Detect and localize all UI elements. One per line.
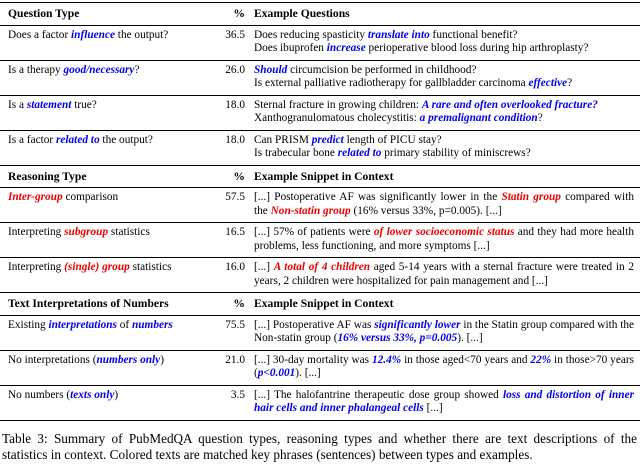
- text-segment: Does reducing spasticity: [254, 28, 368, 41]
- highlighted-keyword-blue: related to: [337, 147, 382, 159]
- highlighted-keyword-blue: a premalignant condition: [419, 112, 538, 124]
- text-segment: perioperative blood loss during hip arthroplasty?: [365, 42, 589, 54]
- text-line: [254, 389, 634, 416]
- table-row: [0, 315, 640, 350]
- column-header-question-type: Question Type: [8, 7, 80, 20]
- row-label: [8, 319, 206, 346]
- table-row: [0, 222, 640, 257]
- text-segment: Does a factor: [8, 28, 72, 41]
- row-example: [254, 389, 634, 416]
- text-segment: [...] 57% of patients were: [254, 226, 374, 238]
- text-line: [254, 226, 634, 253]
- table-row: [0, 95, 640, 130]
- text-line: [8, 389, 206, 403]
- column-header-example-questions: Example Questions: [254, 7, 350, 20]
- text-line: [8, 226, 206, 240]
- text-segment: Is a therapy: [8, 63, 64, 76]
- text-line: [8, 29, 206, 43]
- text-segment: length of PICU stay?: [343, 133, 442, 146]
- row-example: [254, 261, 634, 288]
- highlighted-keyword-blue: numbers only: [96, 353, 161, 366]
- text-line: [8, 319, 206, 333]
- text-segment: in the Statin group compared with the Non-statin group (: [254, 318, 634, 344]
- row-example: [254, 99, 634, 126]
- highlighted-keyword-red: A total of 4 children: [273, 261, 371, 273]
- row-example: [254, 354, 634, 381]
- highlighted-keyword-blue: loss and distortion of inner hair cells and inner phalangeal cells: [254, 388, 634, 414]
- highlighted-keyword-red: Non-statin group: [270, 204, 351, 217]
- highlighted-keyword-blue: p<0.001: [257, 367, 296, 379]
- text-segment: Interpreting: [8, 261, 65, 273]
- section-text-interpretations: [0, 292, 640, 420]
- highlighted-keyword-blue: 22%: [530, 353, 552, 366]
- table-row: [0, 187, 640, 222]
- text-line: [254, 354, 634, 381]
- text-segment: Interpreting: [8, 226, 65, 238]
- text-segment: Is trabecular bone: [254, 147, 338, 159]
- text-segment: ). [...]: [295, 367, 321, 379]
- highlighted-keyword-red: Inter-group: [8, 191, 63, 203]
- highlighted-keyword-blue: influence: [71, 28, 115, 41]
- text-line: [8, 99, 206, 113]
- section-question-type: [0, 3, 640, 165]
- text-segment: the output?: [99, 133, 153, 146]
- row-example: [254, 226, 634, 253]
- column-header-example-snippet: Example Snippet in Context: [254, 169, 394, 183]
- text-segment: [...] 30-day mortality was: [254, 353, 372, 366]
- text-line: [254, 77, 634, 91]
- table-row: [0, 350, 640, 385]
- text-line: [8, 134, 206, 148]
- text-line: [254, 42, 634, 56]
- table-row: [0, 60, 640, 95]
- column-header-example-snippet: Example Snippet in Context: [254, 297, 394, 310]
- text-line: [254, 29, 634, 43]
- text-line: [254, 64, 634, 78]
- table-caption: Table 3: Summary of PubMedQA question types, reasoning types and whether there are text descriptions of the statistics in context. Colored texts are matched key phrases (sentences) between types and examples.: [2, 430, 637, 462]
- table-row: [0, 385, 640, 420]
- text-line: [254, 191, 634, 218]
- text-segment: functional benefit?: [429, 28, 518, 41]
- text-segment: comparison: [62, 191, 119, 203]
- text-segment: circumcision be performed in childhood?: [287, 63, 477, 76]
- column-header-percent: %: [233, 169, 245, 183]
- text-segment: No numbers (: [8, 388, 71, 401]
- text-segment: aged 5-14 years with a sternal fracture were treated in 2 years, 2 children were hospitalized for pain management and [...]: [254, 261, 635, 287]
- row-percent: 16.0: [225, 261, 245, 273]
- row-percent: 16.5: [225, 226, 245, 238]
- text-line: [254, 112, 634, 126]
- highlighted-keyword-blue: Should: [254, 63, 288, 76]
- text-line: [254, 99, 634, 113]
- highlighted-keyword-blue: 12.4%: [372, 353, 402, 366]
- section-header-row: [0, 293, 640, 315]
- text-line: [8, 261, 206, 275]
- highlighted-keyword-red: (single) group: [64, 261, 130, 273]
- column-header-reasoning-type: Reasoning Type: [8, 169, 87, 183]
- text-segment: [...] Postoperative AF was significantly lower in the: [254, 191, 502, 203]
- text-segment: Is a: [8, 98, 27, 111]
- section-header-row: [0, 166, 640, 188]
- text-line: [254, 134, 634, 148]
- highlighted-keyword-blue: significantly lower: [374, 318, 461, 331]
- text-segment: Existing: [8, 318, 49, 331]
- row-percent: 26.0: [225, 63, 245, 76]
- row-label: [8, 226, 206, 253]
- highlighted-keyword-blue: related to: [55, 133, 100, 146]
- row-label: [8, 99, 206, 126]
- text-segment: statistics: [129, 261, 172, 273]
- text-segment: [...]: [423, 402, 443, 414]
- text-segment: Is external palliative radiotherapy for gallbladder carcinoma: [254, 77, 529, 89]
- highlighted-keyword-blue: 16% versus 33%, p=0.005: [337, 332, 458, 344]
- row-label: [8, 389, 206, 416]
- highlighted-keyword-red: Statin group: [501, 191, 561, 203]
- text-segment: (16% versus 33%, p=0.005). [...]: [350, 204, 502, 217]
- text-segment: in those>70 years (: [254, 353, 635, 379]
- pubmedqa-summary-table: [0, 2, 640, 421]
- row-label: [8, 64, 206, 91]
- highlighted-keyword-blue: good/necessary: [63, 63, 135, 76]
- text-line: [254, 319, 634, 346]
- text-line: [254, 261, 634, 288]
- column-header-percent: %: [233, 7, 245, 20]
- text-segment: Xanthogranulomatous cholecystitis:: [254, 112, 420, 124]
- row-label: [8, 29, 206, 56]
- table-row: [0, 130, 640, 165]
- row-example: [254, 29, 634, 56]
- highlighted-keyword-blue: interpretations: [48, 318, 117, 331]
- row-label: [8, 354, 206, 381]
- text-segment: ): [160, 353, 164, 366]
- text-segment: in those aged<70 years and: [401, 353, 531, 366]
- row-label: [8, 261, 206, 288]
- text-line: [8, 354, 206, 368]
- column-header-text-interpretations: Text Interpretations of Numbers: [8, 297, 169, 310]
- row-percent: 3.5: [230, 388, 245, 401]
- highlighted-keyword-blue: effective: [528, 77, 568, 89]
- text-segment: ?: [567, 77, 573, 89]
- text-segment: ?: [134, 63, 140, 76]
- text-segment: of: [116, 318, 132, 331]
- column-header-percent: %: [233, 297, 245, 310]
- highlighted-keyword-blue: texts only: [70, 388, 115, 401]
- text-segment: compared with the: [254, 191, 634, 217]
- highlighted-keyword-blue: predict: [311, 133, 344, 146]
- row-percent: 21.0: [225, 353, 245, 366]
- text-line: [8, 64, 206, 78]
- text-segment: statistics: [108, 226, 150, 238]
- row-percent: 57.5: [225, 191, 245, 203]
- row-percent: 75.5: [225, 318, 245, 331]
- section-header-row: [0, 3, 640, 25]
- row-percent: 18.0: [225, 133, 245, 146]
- row-percent: 36.5: [225, 28, 245, 41]
- text-segment: Does ibuprofen: [254, 42, 327, 54]
- highlighted-keyword-blue: translate into: [367, 28, 430, 41]
- row-label: [8, 134, 206, 161]
- highlighted-keyword-blue: numbers: [131, 318, 173, 331]
- table-row: [0, 25, 640, 60]
- highlighted-keyword-blue: increase: [326, 42, 366, 54]
- text-segment: and they had more health problems, less functioning, and more symptoms [...]: [254, 226, 634, 252]
- highlighted-keyword-blue: A rare and often overlooked fracture?: [421, 98, 598, 111]
- highlighted-keyword-blue: statement: [26, 98, 72, 111]
- text-line: [254, 147, 634, 161]
- text-segment: Sternal fracture in growing children:: [254, 98, 422, 111]
- text-segment: ): [114, 388, 119, 401]
- text-segment: [...] Postoperative AF was: [254, 318, 375, 331]
- text-segment: No interpretations (: [8, 353, 97, 366]
- text-segment: [...]: [254, 261, 274, 273]
- text-segment: [...] The halofantrine therapeutic dose group showed: [254, 388, 503, 401]
- text-segment: Can PRISM: [254, 133, 312, 146]
- text-line: [8, 191, 206, 205]
- text-segment: the output?: [114, 28, 169, 41]
- text-segment: primary stability of miniscrews?: [381, 147, 531, 159]
- highlighted-keyword-red: subgroup: [64, 226, 109, 238]
- section-reasoning-type: [0, 165, 640, 293]
- row-example: [254, 134, 634, 161]
- table-row: [0, 257, 640, 292]
- text-segment: ?: [537, 112, 543, 124]
- text-segment: true?: [71, 98, 97, 111]
- highlighted-keyword-red: of lower socioeconomic status: [373, 226, 515, 238]
- row-example: [254, 319, 634, 346]
- text-segment: Is a factor: [8, 133, 56, 146]
- row-label: [8, 191, 206, 218]
- row-example: [254, 64, 634, 91]
- row-example: [254, 191, 634, 218]
- row-percent: 18.0: [225, 98, 245, 111]
- text-segment: ). [...]: [457, 332, 483, 344]
